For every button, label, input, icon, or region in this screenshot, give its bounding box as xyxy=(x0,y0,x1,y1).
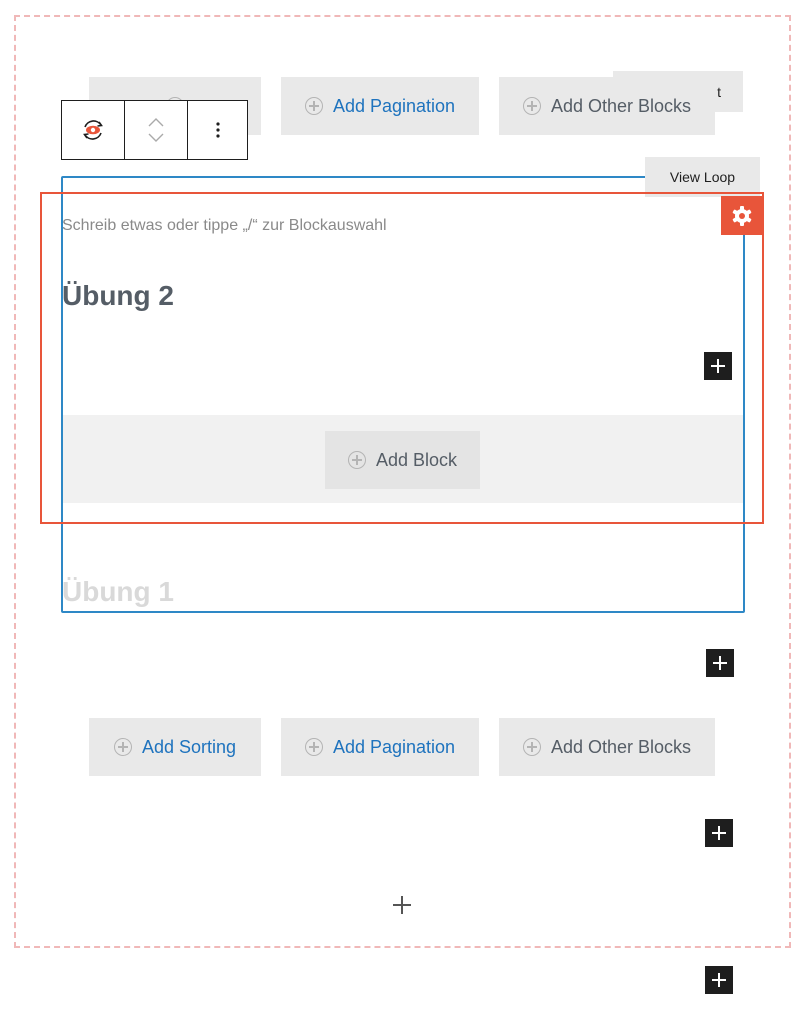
append-block-plus-icon[interactable] xyxy=(392,895,412,915)
view-loop-button[interactable] xyxy=(645,157,760,197)
add-circle-icon xyxy=(305,738,323,756)
add-pagination-label: Add Pagination xyxy=(332,736,456,757)
block-inserter-button[interactable] xyxy=(705,819,733,847)
paragraph-placeholder[interactable]: Schreib etwas oder tippe „/“ zur Blockauswahl xyxy=(62,217,387,234)
block-toolbar xyxy=(61,100,248,160)
add-pagination-label: Add Pagination xyxy=(332,95,456,116)
add-other-blocks-label: Add Other Blocks xyxy=(550,95,692,116)
block-inserter-button[interactable] xyxy=(704,352,732,380)
block-type-button[interactable] xyxy=(62,101,125,159)
add-other-blocks-label: Add Other Blocks xyxy=(550,736,692,757)
heading-faded: Übung 1 xyxy=(62,576,174,607)
add-circle-icon xyxy=(114,738,132,756)
more-options-button[interactable] xyxy=(188,101,247,159)
add-block-button[interactable] xyxy=(325,431,480,489)
heading-active[interactable]: Übung 2 xyxy=(62,280,174,311)
add-circle-icon xyxy=(348,451,366,469)
add-sorting-label: Add Sorting xyxy=(141,736,237,757)
add-pagination-button[interactable] xyxy=(281,718,479,776)
loop-settings-button[interactable] xyxy=(721,196,763,235)
move-buttons xyxy=(125,101,188,159)
partial-tab-label: t xyxy=(717,83,721,100)
add-block-label: Add Block xyxy=(375,449,458,470)
chevron-up-icon[interactable] xyxy=(148,118,164,127)
view-loop-label: View Loop xyxy=(669,169,736,185)
more-vertical-icon xyxy=(216,121,220,139)
block-inserter-button[interactable] xyxy=(705,966,733,994)
add-pagination-button-top[interactable] xyxy=(281,77,479,135)
add-circle-icon xyxy=(523,97,541,115)
add-circle-icon xyxy=(523,738,541,756)
add-sorting-button[interactable] xyxy=(89,718,261,776)
chevron-down-icon[interactable] xyxy=(148,133,164,142)
rotate-eye-icon xyxy=(80,117,106,143)
add-other-blocks-button-top[interactable] xyxy=(499,77,715,135)
gear-icon xyxy=(731,205,753,227)
block-inserter-button[interactable] xyxy=(706,649,734,677)
add-circle-icon xyxy=(305,97,323,115)
add-other-blocks-button[interactable] xyxy=(499,718,715,776)
